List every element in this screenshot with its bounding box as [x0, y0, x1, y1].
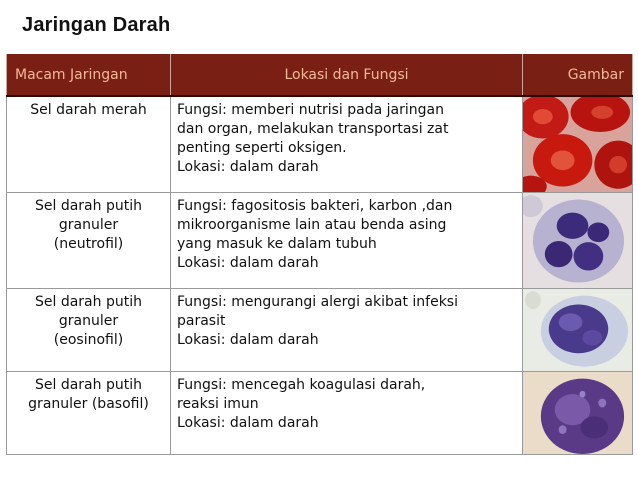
tissue-name-line: Sel darah merah — [30, 102, 147, 118]
header-location-function: Lokasi dan Fungsi — [171, 54, 523, 96]
tissue-name-line: granuler — [58, 313, 119, 329]
basophil-image — [523, 372, 633, 455]
tissue-name-line: Sel darah putih — [35, 377, 142, 393]
tissue-name-line: granuler (basofil) — [28, 396, 149, 412]
tissue-description-cell — [171, 289, 523, 372]
table-row — [7, 193, 633, 289]
description-line: Fungsi: memberi nutrisi pada jaringan — [177, 102, 444, 118]
description-line: Fungsi: mengurangi alergi akibat infeksi — [177, 294, 458, 310]
header-tissue-type: Macam Jaringan — [7, 54, 171, 96]
table-row — [7, 96, 633, 193]
table-row — [7, 372, 633, 455]
header-image: Gambar — [523, 54, 633, 96]
tissue-name-line: Sel darah putih — [35, 198, 142, 214]
description-line: Fungsi: fagositosis bakteri, karbon ,dan — [177, 198, 453, 214]
description-line: parasit — [177, 313, 226, 329]
blood-tissue-table — [6, 54, 633, 455]
tissue-description-cell — [171, 96, 523, 193]
tissue-name-line: (neutrofil) — [53, 236, 124, 252]
table-row — [7, 289, 633, 372]
description-line: Lokasi: dalam darah — [177, 255, 319, 271]
description-line: Lokasi: dalam darah — [177, 159, 319, 175]
eosinophil-image — [523, 289, 633, 372]
description-line: Lokasi: dalam darah — [177, 332, 319, 348]
description-line: Fungsi: mencegah koagulasi darah, — [177, 377, 426, 393]
page-title: Jaringan Darah — [22, 14, 171, 36]
description-line: penting seperti oksigen. — [177, 140, 347, 156]
description-line: Lokasi: dalam darah — [177, 415, 319, 431]
neutrophil-image — [523, 193, 633, 289]
description-line: mikroorganisme lain atau benda asing — [177, 217, 447, 233]
tissue-name-cell — [7, 193, 171, 289]
tissue-name-cell — [7, 96, 171, 193]
description-line: yang masuk ke dalam tubuh — [177, 236, 377, 252]
tissue-description-cell — [171, 193, 523, 289]
tissue-name-cell — [7, 289, 171, 372]
red-blood-cells-image — [523, 96, 633, 193]
tissue-name-line: Sel darah putih — [35, 294, 142, 310]
tissue-name-line: granuler — [58, 217, 119, 233]
description-line: reaksi imun — [177, 396, 259, 412]
tissue-description-cell — [171, 372, 523, 455]
tissue-name-cell — [7, 372, 171, 455]
tissue-name-line: (eosinofil) — [53, 332, 124, 348]
description-line: dan organ, melakukan transportasi zat — [177, 121, 449, 137]
table-header-row — [7, 54, 633, 96]
